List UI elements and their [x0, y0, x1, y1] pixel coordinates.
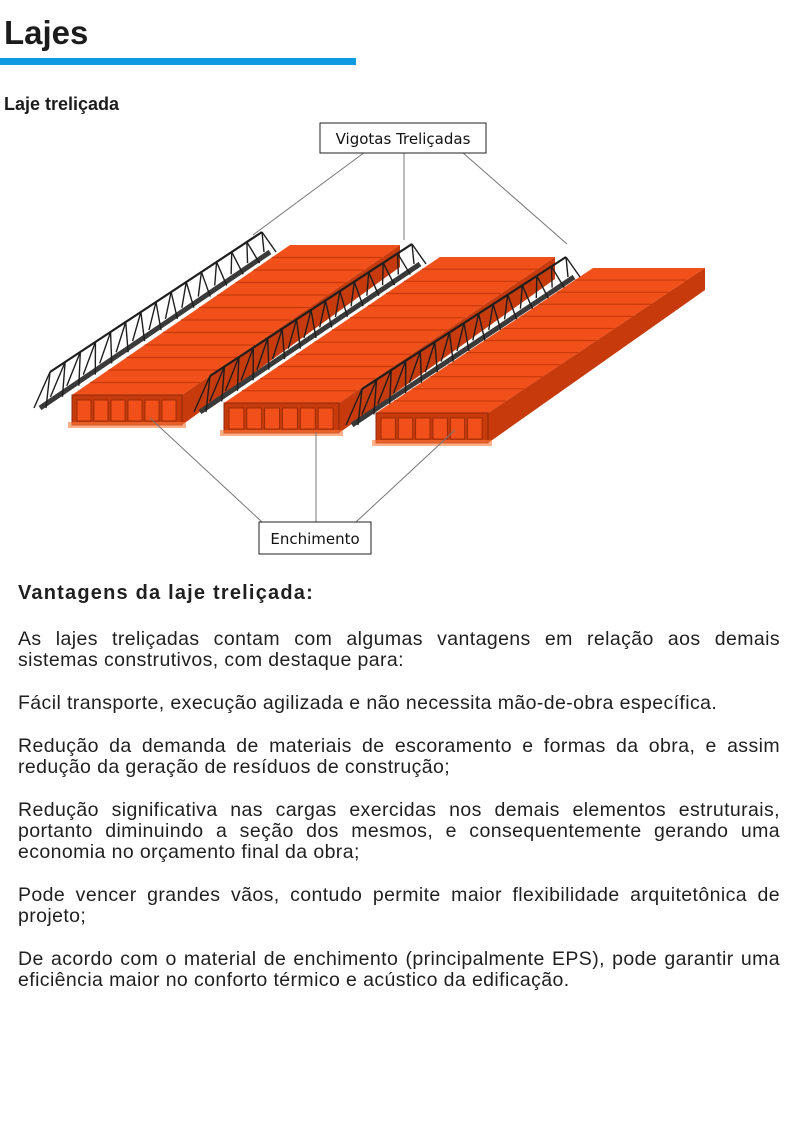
section-title: Laje treliçada: [4, 94, 120, 114]
paragraph: De acordo com o material de enchimento (principalmente EPS), pode garantir uma eficiência maior no conforto térmico e acústico da edificação.: [18, 948, 780, 991]
paragraph: Redução significativa nas cargas exercidas nos demais elementos estruturais, portanto diminuindo a seção dos mesmos, e consequentemente gerando uma economia no orçamento final da obra;: [18, 799, 780, 863]
paragraph: Fácil transporte, execução agilizada e não necessita mão-de-obra específica.: [18, 692, 718, 714]
page-title: Lajes: [4, 14, 89, 51]
callout-enchimento-label: Enchimento: [270, 530, 360, 548]
paragraph: As lajes treliçadas contam com algumas vantagens em relação aos demais sistemas construtivos, com destaque para:: [18, 628, 780, 671]
paragraph: Pode vencer grandes vãos, contudo permite maior flexibilidade arquitetônica de projeto;: [18, 884, 780, 927]
callout-vigotas-label: Vigotas Treliçadas: [335, 130, 471, 148]
paragraph: Redução da demanda de materiais de escoramento e formas da obra, e assim redução da geração de resíduos de construção;: [18, 735, 780, 778]
callout-vigotas: [320, 123, 486, 153]
advantages-heading: Vantagens da laje treliçada:: [18, 582, 314, 604]
advantages-section: [18, 582, 780, 1013]
filler-blocks: [68, 245, 705, 446]
slab-illustration: [0, 115, 800, 565]
title-underline: [0, 58, 356, 65]
callout-enchimento: [259, 522, 371, 554]
